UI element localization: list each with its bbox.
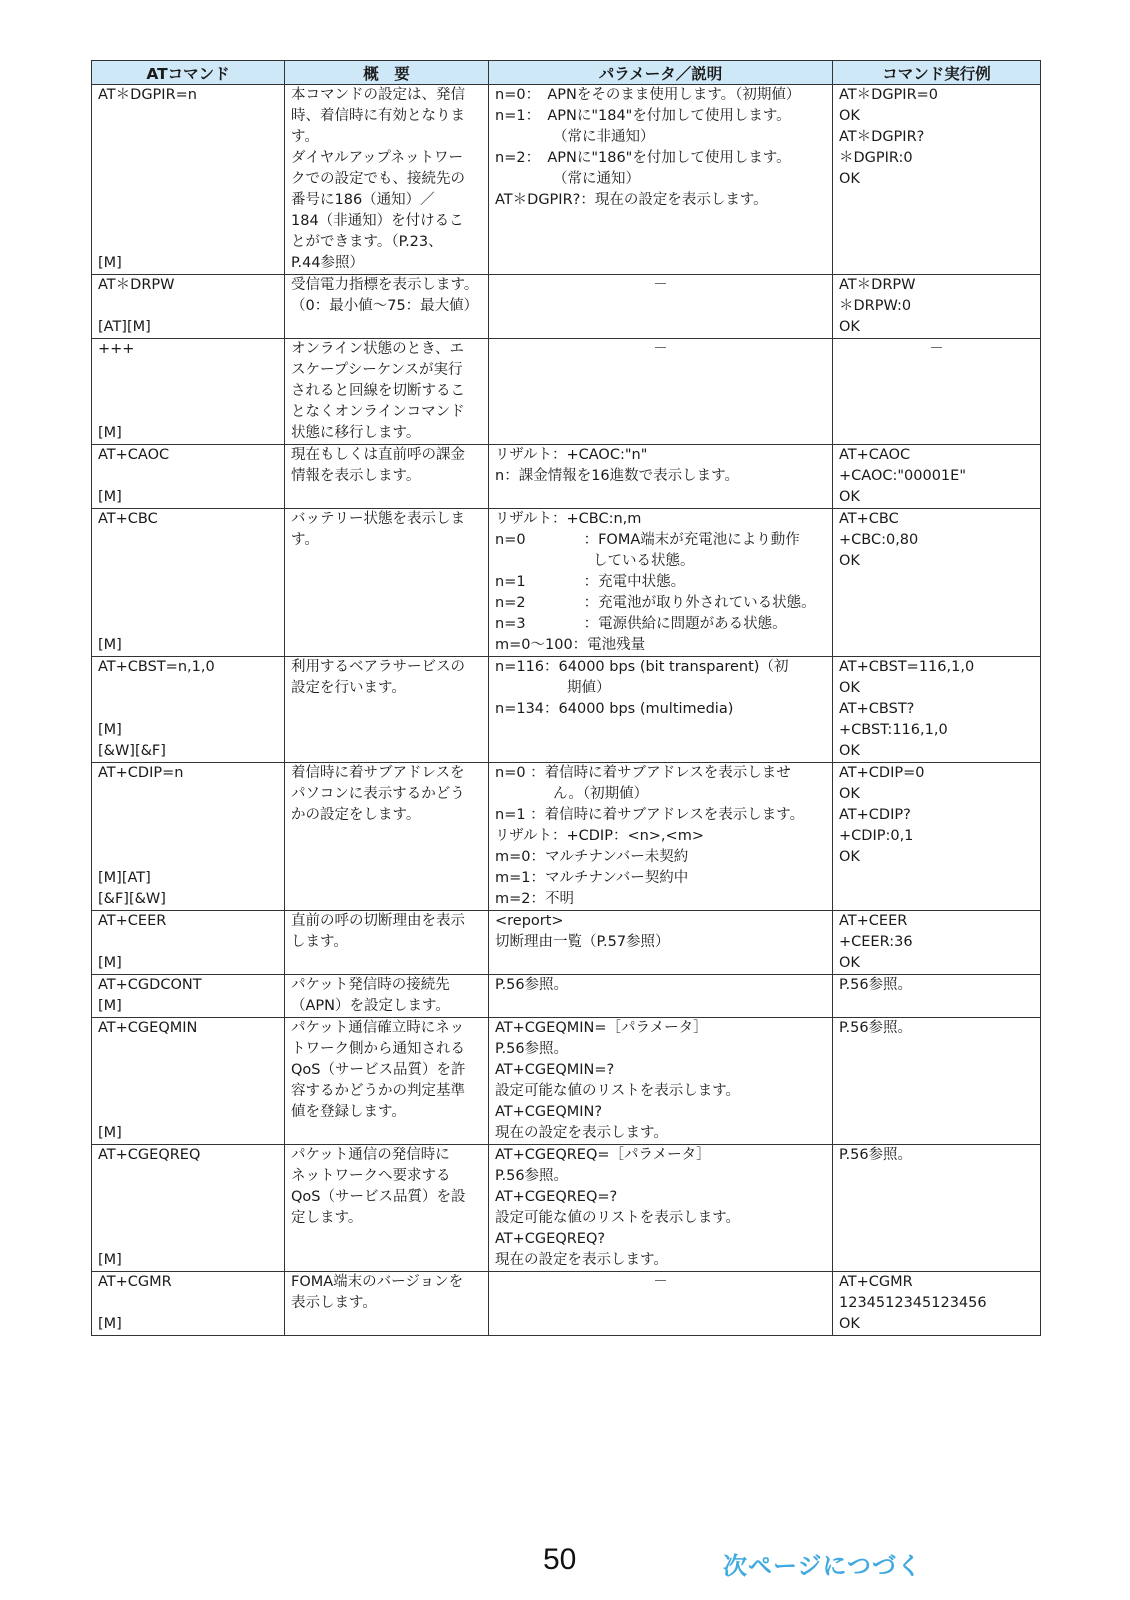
- example-line: P.56参照。: [839, 1147, 913, 1163]
- params-cell: [489, 275, 833, 339]
- param-line: AT+CGEQMIN=［パラメータ］: [495, 1020, 708, 1036]
- example-cell: [833, 339, 1041, 445]
- example-line: P.56参照。: [839, 977, 913, 993]
- command-cell: [92, 339, 285, 445]
- param-line: n=2 ：充電池が取り外されている状態。: [495, 595, 816, 611]
- param-line: n=1 ：充電中状態。: [495, 574, 686, 590]
- command-cell: [92, 85, 285, 275]
- command-tags: [98, 868, 166, 910]
- param-line: 設定可能な値のリストを表示します。: [495, 1083, 741, 1099]
- example-line: AT+CBC: [839, 511, 899, 527]
- example-cell: [833, 445, 1041, 509]
- command-tag: [&W][&F]: [98, 743, 166, 759]
- command-cell: [92, 1272, 285, 1336]
- table-row: [92, 275, 1041, 339]
- table-header-row: [92, 61, 1041, 85]
- param-line: AT+CGEQREQ=［パラメータ］: [495, 1147, 711, 1163]
- summary-cell: [285, 1018, 489, 1145]
- summary-cell: [285, 911, 489, 975]
- example-line: AT+CEER: [839, 913, 908, 929]
- command-name: AT+CGMR: [98, 1274, 172, 1290]
- command-name: AT＊DGPIR=n: [98, 87, 197, 103]
- summary-line: バッテリー状態を表示しま: [291, 511, 465, 527]
- example-line: AT+CDIP=0: [839, 765, 925, 781]
- summary-line: 容するかどうかの判定基準: [291, 1083, 465, 1099]
- example-line: AT+CAOC: [839, 447, 911, 463]
- example-line: AT＊DGPIR=0: [839, 87, 939, 103]
- params-cell: [489, 339, 833, 445]
- summary-line: ネットワークへ要求する: [291, 1168, 451, 1184]
- example-line: OK: [839, 171, 860, 187]
- summary-cell: [285, 657, 489, 763]
- params-cell: [489, 445, 833, 509]
- param-line: P.56参照。: [495, 1168, 569, 1184]
- param-line: m=2：不明: [495, 891, 574, 907]
- command-cell: [92, 975, 285, 1018]
- command-name: +++: [98, 341, 135, 357]
- param-line: m=0：マルチナンバー未契約: [495, 849, 689, 865]
- summary-line: 状態に移行します。: [291, 425, 421, 441]
- next-page-indicator: 次ページにつづく: [723, 1552, 923, 1580]
- param-line: P.56参照。: [495, 977, 569, 993]
- example-line: ＊DGPIR:0: [839, 150, 913, 166]
- summary-cell: [285, 1145, 489, 1272]
- param-line: ん。（初期値）: [553, 786, 649, 802]
- example-line: AT+CGMR: [839, 1274, 913, 1290]
- summary-line: します。: [291, 934, 348, 950]
- command-tag: [M]: [98, 722, 122, 738]
- example-cell: [833, 85, 1041, 275]
- summary-line: FOMA端末のバージョンを: [291, 1274, 464, 1290]
- summary-cell: [285, 275, 489, 339]
- summary-line: トワーク側から通知される: [291, 1041, 465, 1057]
- example-line: AT＊DRPW: [839, 277, 916, 293]
- param-line: －: [653, 1274, 668, 1290]
- command-name: AT+CBC: [98, 511, 158, 527]
- example-line: OK: [839, 553, 860, 569]
- param-line: n=116：64000 bps (bit transparent)（初: [495, 659, 789, 675]
- header-summary: 概 要: [285, 61, 489, 85]
- command-tag: [M]: [98, 489, 122, 505]
- command-cell: [92, 657, 285, 763]
- example-line: AT+CBST=116,1,0: [839, 659, 975, 675]
- example-line: OK: [839, 1316, 860, 1332]
- summary-line: 設定を行います。: [291, 680, 406, 696]
- summary-line: 値を登録します。: [291, 1104, 406, 1120]
- param-line: n=1： APNに"184"を付加して使用します。: [495, 108, 791, 124]
- command-tag: [M]: [98, 255, 122, 271]
- summary-cell: [285, 339, 489, 445]
- summary-line: P.44参照）: [291, 255, 365, 271]
- example-line: AT＊DGPIR?: [839, 129, 925, 145]
- summary-cell: [285, 975, 489, 1018]
- summary-line: す。: [291, 129, 319, 145]
- param-line: 現在の設定を表示します。: [495, 1252, 668, 1268]
- summary-line: パケット通信の発信時に: [291, 1147, 450, 1163]
- command-tag: [M]: [98, 425, 122, 441]
- command-tag: [M]: [98, 955, 122, 971]
- summary-line: パケット通信確立時にネッ: [291, 1020, 465, 1036]
- table-row: [92, 85, 1041, 275]
- summary-line: 受信電力指標を表示します。: [291, 277, 479, 293]
- summary-line: となくオンラインコマンド: [291, 404, 465, 420]
- example-cell: [833, 657, 1041, 763]
- param-line: 切断理由一覧（P.57参照）: [495, 934, 670, 950]
- table-row: [92, 657, 1041, 763]
- command-name: AT+CGDCONT: [98, 977, 202, 993]
- summary-line: 利用するベアラサービスの: [291, 659, 465, 675]
- command-tag: [M]: [98, 1316, 122, 1332]
- summary-cell: [285, 509, 489, 657]
- header-at-command: ATコマンド: [92, 61, 285, 85]
- summary-line: クでの設定でも、接続先の: [291, 171, 465, 187]
- command-name: AT＊DRPW: [98, 277, 175, 293]
- summary-line: QoS（サービス品質）を設: [291, 1189, 466, 1205]
- example-cell: [833, 975, 1041, 1018]
- command-name: AT+CDIP=n: [98, 765, 184, 781]
- table-row: [92, 509, 1041, 657]
- example-line: AT+CDIP?: [839, 807, 911, 823]
- summary-line: されると回線を切断するこ: [291, 383, 465, 399]
- param-line: n=0： APNをそのまま使用します。（初期値）: [495, 87, 801, 103]
- params-cell: [489, 657, 833, 763]
- example-line: OK: [839, 489, 860, 505]
- table-row: [92, 1272, 1041, 1336]
- param-line: n=2： APNに"186"を付加して使用します。: [495, 150, 791, 166]
- param-line: 現在の設定を表示します。: [495, 1125, 668, 1141]
- table-row: [92, 975, 1041, 1018]
- param-line: AT+CGEQMIN=?: [495, 1062, 615, 1078]
- summary-line: 表示します。: [291, 1295, 377, 1311]
- summary-line: スケープシーケンスが実行: [291, 362, 463, 378]
- param-line: （常に非通知）: [553, 129, 655, 145]
- command-cell: [92, 911, 285, 975]
- param-line: m=1：マルチナンバー契約中: [495, 870, 689, 886]
- example-cell: [833, 763, 1041, 911]
- command-name: AT+CBST=n,1,0: [98, 659, 215, 675]
- example-line: OK: [839, 319, 860, 335]
- param-line: している状態。: [593, 553, 695, 569]
- param-line: n=134：64000 bps (multimedia): [495, 701, 734, 717]
- command-tag: [M]: [98, 998, 122, 1014]
- example-line: OK: [839, 108, 860, 124]
- summary-line: パソコンに表示するかどう: [291, 786, 465, 802]
- command-cell: [92, 445, 285, 509]
- command-reference-page: [91, 60, 1040, 1336]
- param-line: n=3 ：電源供給に問題がある状態。: [495, 616, 787, 632]
- example-cell: [833, 275, 1041, 339]
- summary-line: （APN）を設定します。: [291, 998, 450, 1014]
- example-line: +CAOC:"00001E": [839, 468, 966, 484]
- param-line: <report>: [495, 913, 564, 929]
- params-cell: [489, 975, 833, 1018]
- table-row: [92, 911, 1041, 975]
- example-cell: [833, 509, 1041, 657]
- param-line: リザルト：+CBC:n,m: [495, 511, 642, 527]
- param-line: リザルト：+CAOC:"n": [495, 447, 648, 463]
- command-name: AT+CEER: [98, 913, 167, 929]
- param-line: －: [653, 341, 668, 357]
- param-line: リザルト：+CDIP：<n>,<m>: [495, 828, 704, 844]
- summary-line: かの設定をします。: [291, 807, 421, 823]
- example-cell: [833, 911, 1041, 975]
- summary-line: とができます。（P.23、: [291, 234, 443, 250]
- header-example: コマンド実行例: [833, 61, 1041, 85]
- params-cell: [489, 1145, 833, 1272]
- param-line: AT+CGEQMIN?: [495, 1104, 603, 1120]
- command-tag: [M]: [98, 1252, 122, 1268]
- example-line: OK: [839, 955, 860, 971]
- command-cell: [92, 275, 285, 339]
- example-line: AT+CBST?: [839, 701, 915, 717]
- command-tag: [&F][&W]: [98, 891, 166, 907]
- example-line: ＊DRPW:0: [839, 298, 912, 314]
- example-line: －: [929, 341, 944, 357]
- summary-line: QoS（サービス品質）を許: [291, 1062, 466, 1078]
- summary-cell: [285, 445, 489, 509]
- command-name: AT+CGEQREQ: [98, 1147, 201, 1163]
- example-line: +CEER:36: [839, 934, 913, 950]
- example-line: P.56参照。: [839, 1020, 913, 1036]
- command-cell: [92, 763, 285, 911]
- param-line: AT＊DGPIR?：現在の設定を表示します。: [495, 192, 768, 208]
- summary-line: 着信時に着サブアドレスを: [291, 765, 465, 781]
- summary-cell: [285, 763, 489, 911]
- param-line: AT+CGEQREQ?: [495, 1231, 606, 1247]
- example-line: +CDIP:0,1: [839, 828, 914, 844]
- param-line: n=0 ：FOMA端末が充電池により動作: [495, 532, 800, 548]
- command-name: AT+CGEQMIN: [98, 1020, 198, 1036]
- table-row: [92, 1018, 1041, 1145]
- summary-line: 現在もしくは直前呼の課金: [291, 447, 465, 463]
- param-line: （常に通知）: [553, 171, 640, 187]
- params-cell: [489, 911, 833, 975]
- command-tag: [M]: [98, 1125, 122, 1141]
- summary-line: 本コマンドの設定は、発信: [291, 87, 465, 103]
- example-line: OK: [839, 743, 860, 759]
- command-name: AT+CAOC: [98, 447, 170, 463]
- summary-line: 時、着信時に有効となりま: [291, 108, 465, 124]
- command-tag: [AT][M]: [98, 319, 151, 335]
- table-row: [92, 339, 1041, 445]
- summary-line: （0：最小値〜75：最大値）: [291, 298, 479, 314]
- params-cell: [489, 85, 833, 275]
- summary-cell: [285, 85, 489, 275]
- example-cell: [833, 1018, 1041, 1145]
- params-cell: [489, 509, 833, 657]
- summary-line: ダイヤルアップネットワー: [291, 150, 463, 166]
- example-cell: [833, 1145, 1041, 1272]
- at-command-table: [91, 60, 1041, 1336]
- table-row: [92, 1145, 1041, 1272]
- params-cell: [489, 1018, 833, 1145]
- command-tags: [98, 720, 166, 762]
- param-line: n=1 ：着信時に着サブアドレスを表示します。: [495, 807, 805, 823]
- command-tag: [M][AT]: [98, 870, 151, 886]
- params-cell: [489, 1272, 833, 1336]
- example-line: OK: [839, 786, 860, 802]
- example-line: OK: [839, 680, 860, 696]
- param-line: m=0〜100：電池残量: [495, 637, 646, 653]
- example-line: 1234512345123456: [839, 1295, 987, 1311]
- param-line: n=0 ：着信時に着サブアドレスを表示しませ: [495, 765, 791, 781]
- param-line: －: [653, 277, 668, 293]
- example-line: OK: [839, 849, 860, 865]
- header-parameters: パラメータ／説明: [489, 61, 833, 85]
- command-cell: [92, 509, 285, 657]
- summary-line: 184（非通知）を付けるこ: [291, 213, 464, 229]
- command-tag: [M]: [98, 637, 122, 653]
- summary-line: 情報を表示します。: [291, 468, 421, 484]
- summary-line: 直前の呼の切断理由を表示: [291, 913, 465, 929]
- command-cell: [92, 1145, 285, 1272]
- summary-line: パケット発信時の接続先: [291, 977, 450, 993]
- summary-cell: [285, 1272, 489, 1336]
- command-cell: [92, 1018, 285, 1145]
- param-line: P.56参照。: [495, 1041, 569, 1057]
- table-row: [92, 445, 1041, 509]
- param-line: AT+CGEQREQ=?: [495, 1189, 618, 1205]
- summary-line: す。: [291, 532, 319, 548]
- param-line: n：課金情報を16進数で表示します。: [495, 468, 739, 484]
- example-line: +CBC:0,80: [839, 532, 919, 548]
- param-line: 期値）: [567, 680, 611, 696]
- params-cell: [489, 763, 833, 911]
- summary-line: オンライン状態のとき、エ: [291, 341, 464, 357]
- summary-line: 定します。: [291, 1210, 363, 1226]
- page-number: 50: [543, 1543, 577, 1576]
- example-line: +CBST:116,1,0: [839, 722, 948, 738]
- table-row: [92, 763, 1041, 911]
- example-cell: [833, 1272, 1041, 1336]
- param-line: 設定可能な値のリストを表示します。: [495, 1210, 741, 1226]
- summary-line: 番号に186（通知）／: [291, 192, 435, 208]
